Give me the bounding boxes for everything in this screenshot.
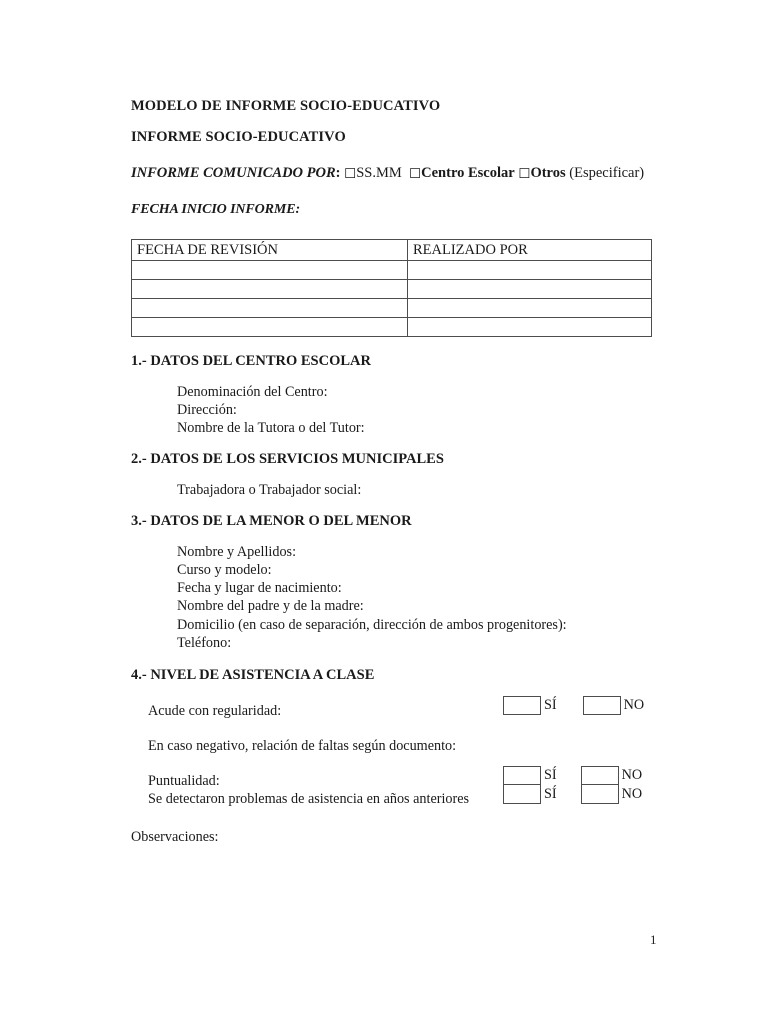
section-heading-centro-escolar: 1.- DATOS DEL CENTRO ESCOLAR: [131, 353, 371, 370]
answer-pair-no: [581, 766, 643, 804]
start-date-label: FECHA INICIO INFORME:: [131, 202, 301, 218]
note-caso-negativo: En caso negativo, relación de faltas según documento:: [148, 738, 457, 755]
field-trabajador-social: Trabajadora o Trabajador social:: [177, 482, 362, 499]
table-header-fecha-revision: FECHA DE REVISIÓN: [132, 240, 408, 261]
table-cell-realizado[interactable]: [408, 261, 652, 280]
section-fields-servicios-municipales: [177, 481, 671, 499]
field-curso-modelo: Curso y modelo:: [177, 562, 272, 579]
table-cell-fecha[interactable]: [132, 261, 408, 280]
question-problemas-anos-anteriores: Se detectaron problemas de asistencia en años anteriores: [148, 791, 470, 808]
label-stack-no: [622, 766, 643, 804]
checkbox-anos-anteriores-si[interactable]: [503, 785, 541, 804]
option-label-otros: Otros: [530, 164, 566, 181]
field-fecha-lugar-nacimiento: Fecha y lugar de nacimiento:: [177, 580, 342, 597]
checkbox-otros-icon[interactable]: ☐: [518, 165, 531, 181]
attendance-block: [131, 684, 671, 846]
section-heading-servicios-municipales: 2.- DATOS DE LOS SERVICIOS MUNICIPALES: [131, 451, 444, 468]
communicated-by-colon: :: [335, 164, 341, 181]
page-number: 1: [650, 932, 657, 947]
checkbox-puntualidad-si[interactable]: [503, 766, 541, 785]
label-si: SÍ: [544, 766, 557, 783]
checkbox-ssmm-icon[interactable]: ☐: [344, 165, 357, 181]
table-header-row: [132, 240, 652, 261]
option-label-ssmm: SS.MM: [356, 164, 402, 181]
checkbox-stack-no: [581, 766, 619, 804]
page-title-model: MODELO DE INFORME SOCIO-EDUCATIVO: [131, 98, 441, 114]
label-no: NO: [621, 785, 643, 802]
communicated-by-line: [131, 165, 671, 182]
section-fields-centro-escolar: [177, 383, 671, 438]
option-label-centro-escolar: Centro Escolar: [421, 164, 515, 181]
label-stack-si: [544, 766, 557, 804]
checkbox-centro-escolar-icon[interactable]: ☐: [409, 165, 422, 181]
field-direccion: Dirección:: [177, 402, 237, 419]
label-observaciones: Observaciones:: [131, 829, 219, 846]
table-cell-fecha[interactable]: [132, 318, 408, 337]
field-denominacion-centro: Denominación del Centro:: [177, 383, 328, 400]
table-row[interactable]: [132, 280, 652, 299]
checkbox-puntualidad-no[interactable]: [581, 766, 619, 785]
answer-pair-si: [503, 766, 557, 804]
table-row[interactable]: [132, 318, 652, 337]
field-domicilio: Domicilio (en caso de separación, dirección de ambos progenitores):: [177, 616, 567, 633]
table-header-realizado-por: REALIZADO POR: [408, 240, 652, 261]
label-no: NO: [621, 766, 643, 783]
section-heading-datos-menor: 3.- DATOS DE LA MENOR O DEL MENOR: [131, 513, 412, 530]
field-nombre-tutor: Nombre de la Tutora o del Tutor:: [177, 420, 365, 437]
label-si: SÍ: [544, 697, 557, 714]
table-cell-fecha[interactable]: [132, 280, 408, 299]
communicated-by-label: INFORME COMUNICADO POR: [131, 164, 336, 181]
question-acude-regularidad: Acude con regularidad:: [148, 702, 282, 719]
page-title-report: INFORME SOCIO-EDUCATIVO: [131, 128, 346, 145]
option-suffix-especificar: (Especificar): [569, 164, 645, 181]
section-fields-datos-menor: [177, 543, 671, 652]
question-puntualidad: Puntualidad:: [148, 772, 220, 789]
label-si: SÍ: [544, 785, 557, 802]
table-row[interactable]: [132, 299, 652, 318]
table-cell-realizado[interactable]: [408, 299, 652, 318]
section-heading-nivel-asistencia: 4.- NIVEL DE ASISTENCIA A CLASE: [131, 667, 375, 683]
checkbox-regularidad-si[interactable]: [503, 696, 541, 715]
table-cell-realizado[interactable]: [408, 280, 652, 299]
table-cell-fecha[interactable]: [132, 299, 408, 318]
revision-table: [131, 239, 652, 337]
label-no: NO: [623, 697, 645, 714]
field-nombre-padre-madre: Nombre del padre y de la madre:: [177, 598, 364, 615]
field-telefono: Teléfono:: [177, 634, 232, 651]
checkbox-regularidad-no[interactable]: [583, 696, 621, 715]
field-nombre-apellidos: Nombre y Apellidos:: [177, 543, 297, 560]
answer-row-regularidad: [503, 696, 644, 715]
answer-stack-puntualidad: [503, 766, 642, 804]
checkbox-anos-anteriores-no[interactable]: [581, 785, 619, 804]
checkbox-stack-si: [503, 766, 541, 804]
table-cell-realizado[interactable]: [408, 318, 652, 337]
document-body: [131, 98, 671, 846]
table-row[interactable]: [132, 261, 652, 280]
